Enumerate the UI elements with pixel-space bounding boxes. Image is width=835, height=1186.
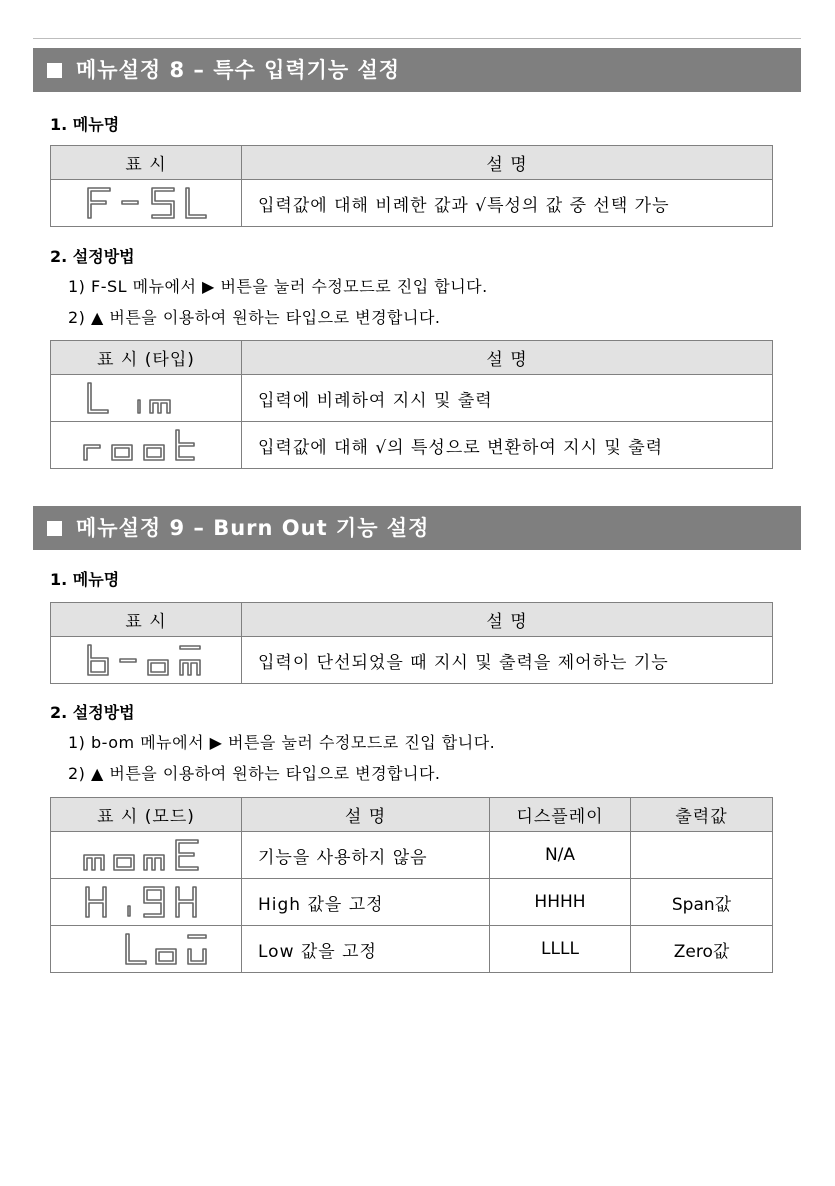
top-rule [33,38,801,39]
section9-menu-desc: 입력이 단선되었을 때 지시 및 출력을 제어하는 기능 [242,637,773,684]
segment-display-low [51,926,242,973]
header-desc: 설 명 [242,146,773,180]
section9-step-2: 2) ▲ 버튼을 이용하여 원하는 타입으로 변경합니다. [68,764,441,783]
header-desc: 설 명 [242,603,773,637]
section9-step-1: 1) b-om 메뉴에서 ▶ 버튼을 눌러 수정모드로 진입 합니다. [68,733,496,752]
section8-title-bar [33,48,801,92]
section8-method-heading: 2. 설정방법 [50,247,135,266]
header-display: 표 시 [51,146,242,180]
section8-step-1: 1) F-SL 메뉴에서 ▶ 버튼을 눌러 수정모드로 진입 합니다. [68,277,488,296]
section9-menu-heading: 1. 메뉴명 [50,570,120,589]
segment-display-lin [51,375,242,422]
square-bullet-icon [47,521,62,536]
table-row [51,422,773,469]
header-output-value: 출력값 [631,798,773,832]
section8-menu-heading: 1. 메뉴명 [50,115,120,134]
header-desc: 설 명 [242,341,773,375]
mode-none-display: N/A [490,832,631,879]
section9-method-heading: 2. 설정방법 [50,703,135,722]
section8-step-2: 2) ▲ 버튼을 이용하여 원하는 타입으로 변경합니다. [68,308,441,327]
section8-type-table [50,340,773,469]
header-desc: 설 명 [242,798,490,832]
section8-menu-desc: 입력값에 대해 비례한 값과 √특성의 값 중 선택 가능 [242,180,773,227]
table-row [51,832,773,879]
section9-mode-table [50,797,773,973]
header-display-mode: 표 시 (모드) [51,798,242,832]
mode-low-display: LLLL [490,926,631,973]
mode-low-desc: Low 값을 고정 [242,926,490,973]
segment-display-none [51,832,242,879]
table-row [51,879,773,926]
table-row [51,375,773,422]
square-bullet-icon [47,63,62,78]
segment-display-high [51,879,242,926]
type-root-desc: 입력값에 대해 √의 특성으로 변환하여 지시 및 출력 [242,422,773,469]
header-display: 표 시 [51,603,242,637]
mode-high-output: Span값 [631,879,773,926]
section9-title-bar [33,506,801,550]
mode-high-desc: High 값을 고정 [242,879,490,926]
section8-title: 메뉴설정 8 – 특수 입력기능 설정 [76,58,401,82]
section8-menu-table [50,145,773,227]
segment-display-bom [51,637,242,684]
mode-none-output [631,832,773,879]
section9-menu-table [50,602,773,684]
mode-high-display: HHHH [490,879,631,926]
header-display-type: 표 시 (타입) [51,341,242,375]
header-display-output: 디스플레이 [490,798,631,832]
mode-low-output: Zero값 [631,926,773,973]
type-lin-desc: 입력에 비례하여 지시 및 출력 [242,375,773,422]
mode-none-desc: 기능을 사용하지 않음 [242,832,490,879]
section9-title: 메뉴설정 9 – Burn Out 기능 설정 [76,516,430,540]
segment-display-fsl [51,180,242,227]
segment-display-root [51,422,242,469]
table-row [51,926,773,973]
